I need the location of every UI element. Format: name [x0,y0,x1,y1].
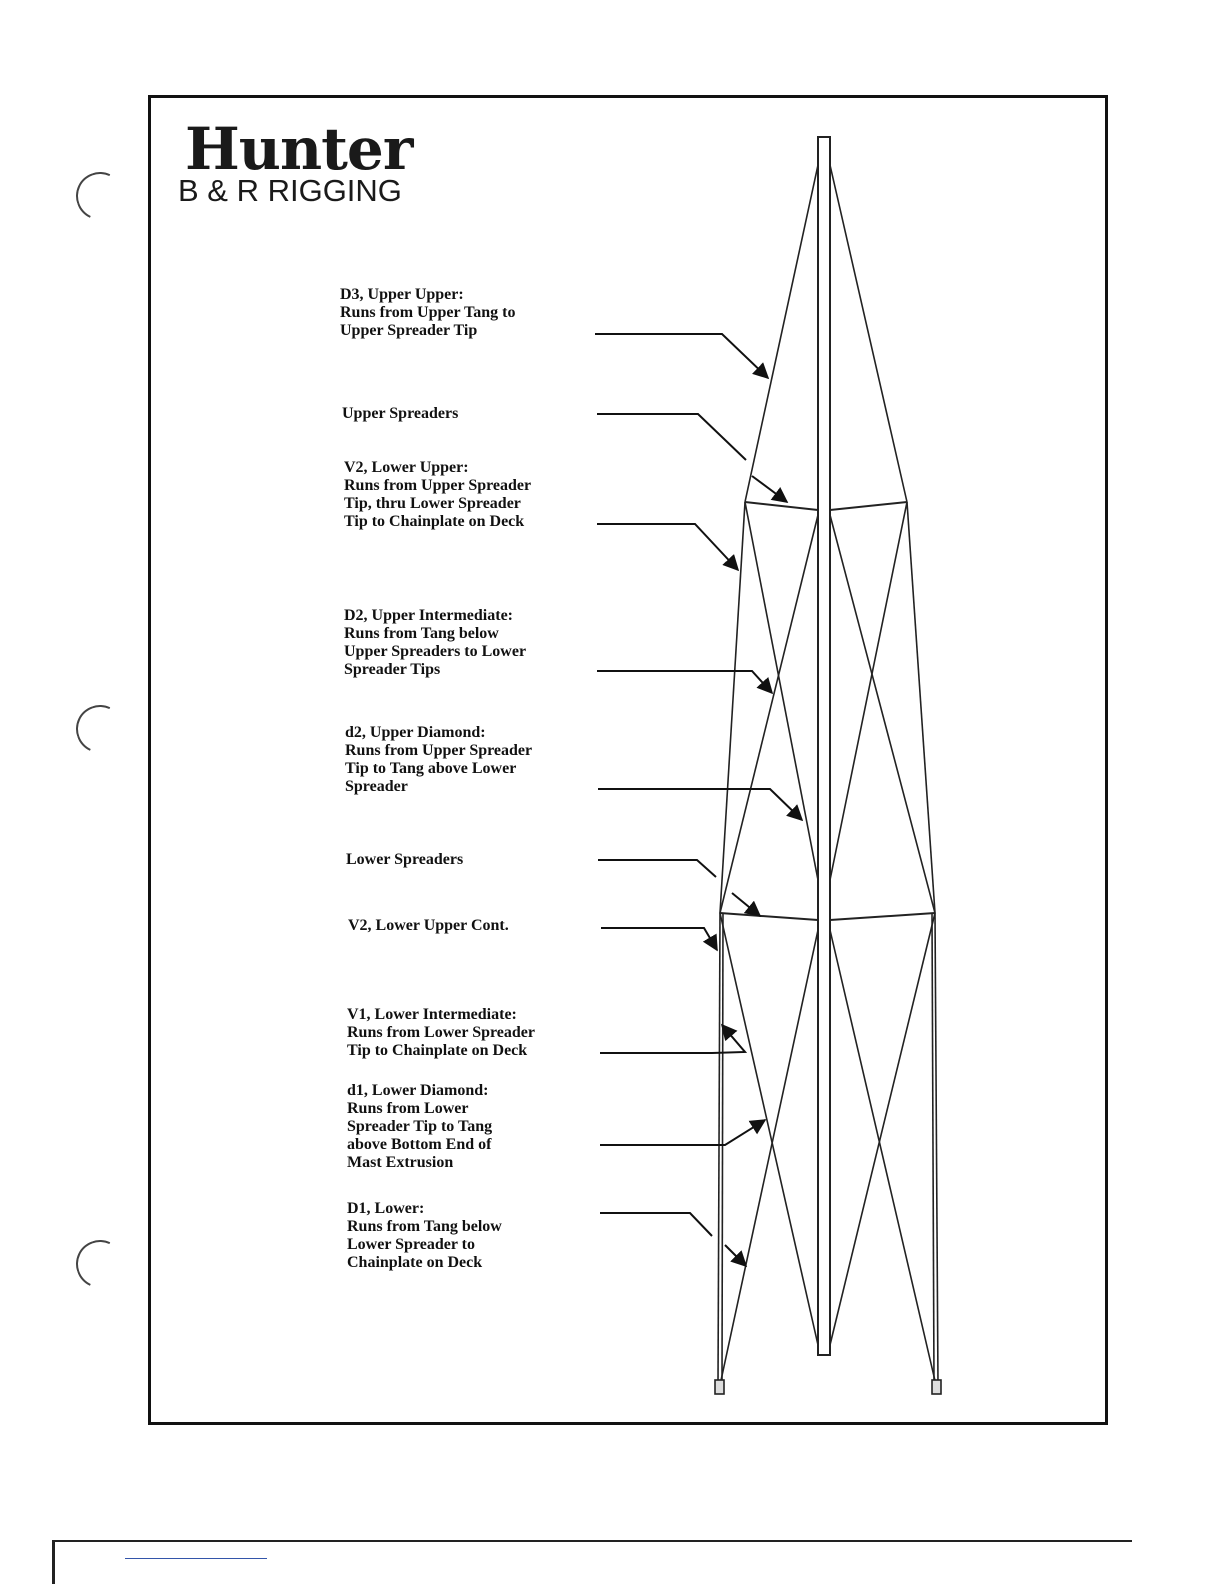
label-v2-lower-upper-cont: V2, Lower Upper Cont. [348,917,509,934]
brand-subtitle: B & R RIGGING [178,173,402,208]
bottom-corner-mark [52,1540,55,1584]
shroud-v-right-lower [935,913,938,1385]
shroud-v2-right-upper [907,502,935,913]
diamond-d1-left [720,913,818,1345]
leader-d2 [597,671,772,693]
shroud-v1-right [932,913,934,1385]
leader-lower-spreaders-arrow [732,893,760,916]
shroud-d2-left [720,515,818,913]
lower-spreader-left [720,913,818,920]
upper-spreader-left [745,502,818,510]
leader-upper-spreaders [597,414,746,460]
lower-spreader-right [830,913,935,920]
label-d2-upper-diamond: d2, Upper Diamond: Runs from Upper Spreader Tip to Tang above Lower Spreader [345,724,533,795]
chainplate-left [715,1380,724,1394]
bottom-divider [52,1540,1132,1542]
shroud-v1-left [722,913,723,1385]
label-d1-lower: D1, Lower: Runs from Tang below Lower Spreader to Chainplate on Deck [347,1200,502,1271]
label-d1-lower-diamond: d1, Lower Diamond: Runs from Lower Spreader Tip to Tang above Bottom End of Mast Extrusion [347,1082,493,1171]
leader-v2 [597,524,738,570]
diamond-d1-right [830,913,935,1345]
shroud-d1-right [830,930,936,1385]
leader-v2-cont [601,928,717,950]
leader-d2-diamond [598,789,802,820]
brand-logo: Hunter [185,115,413,183]
upper-spreader-right [830,502,907,510]
leader-lower-spreaders [598,860,716,877]
shroud-d2-right [830,515,935,913]
shroud-v-left-lower [718,913,720,1385]
leader-d1-arrow [725,1245,746,1266]
leader-d1 [600,1213,712,1236]
mast [818,137,830,1355]
leader-d1-diamond [600,1120,765,1145]
label-v2-lower-upper: V2, Lower Upper: Runs from Upper Spreader Tip, thru Lower Spreader Tip to Chainplate on Deck [344,459,532,530]
shroud-d3-left [745,165,818,502]
blue-underline [125,1558,267,1559]
shroud-d1-left [720,930,818,1385]
shroud-d3-right [830,165,907,502]
label-upper-spreaders: Upper Spreaders [342,405,459,422]
label-d2-upper-intermediate: D2, Upper Intermediate: Runs from Tang below Upper Spreaders to Lower Spreader Tips [344,607,527,678]
leader-upper-spreaders-arrow [752,476,787,502]
label-d3-upper-upper: D3, Upper Upper: Runs from Upper Tang to Upper Spreader Tip [340,286,516,339]
leader-d3 [595,334,768,378]
chainplate-right [932,1380,941,1394]
label-lower-spreaders: Lower Spreaders [346,851,464,868]
label-v1-lower-intermediate: V1, Lower Intermediate: Runs from Lower Spreader Tip to Chainplate on Deck [347,1006,535,1059]
